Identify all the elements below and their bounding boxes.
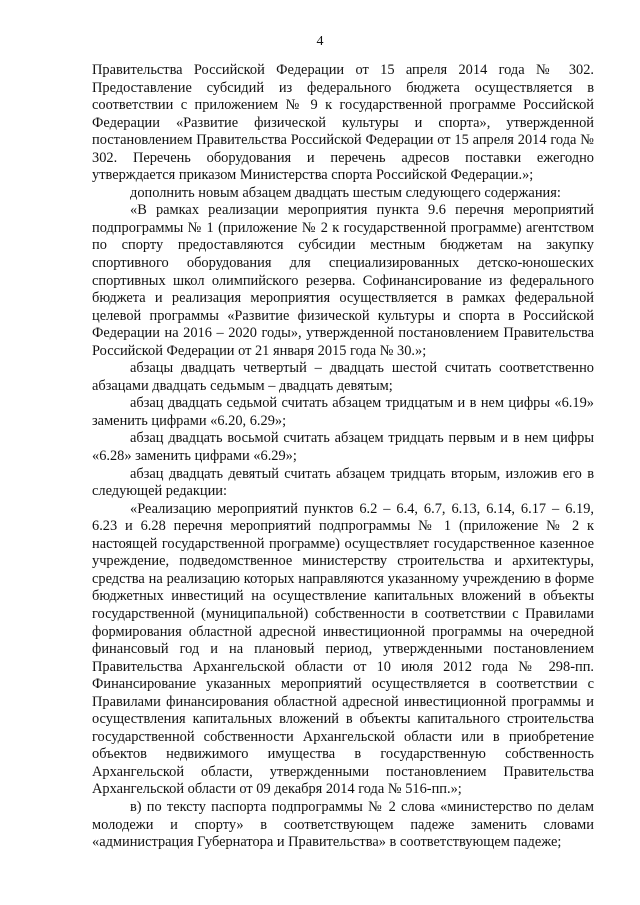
paragraph-quoted-new-text: «В рамках реализации мероприятия пункта 9.6 перечня мероприятий подпрограммы № 1 (приложение № 2 к государственной программе) агентством по спорту предоставляются субсидии местным бюджетам на закупку спортивного оборудования для специализированных детско-юношеских спортивных школ олимпийского резерва. Софинансирование из федерального бюджета и реализация мероприятия осуществляется в рамках федеральной целевой программы «Развитие физической культуры и спорта в Российской Федерации на 2016 – 2020 годы», утвержденной постановлением Правительства Российской Федерации от 21 января 2015 года № 30.»; xyxy=(92,202,594,359)
paragraph-renumbering: абзацы двадцать четвертый – двадцать шестой считать соответственно абзацами двадцать седьмым – двадцать девятым; xyxy=(92,360,594,394)
paragraph-replace-digits-1: абзац двадцать седьмой считать абзацем тридцатым и в нем цифры «6.19» заменить цифрами «6.20, 6.29»; xyxy=(92,395,594,429)
paragraph-new-wording-instruction: абзац двадцать девятый считать абзацем тридцать вторым, изложив его в следующей редакции: xyxy=(92,465,594,500)
page-number: 4 xyxy=(316,34,324,49)
paragraph-quoted-new-wording: «Реализацию мероприятий пунктов 6.2 – 6.4, 6.7, 6.13, 6.14, 6.17 – 6.19, 6.23 и 6.28 перечня мероприятий подпрограммы № 1 (приложение № 2 к настоящей государственной программе) осуществляет государственное казенное учреждение, подведомственное министерству строительства и архитектуры, средства на реализацию которых направляются указанному учреждению в форме бюджетных инвестиций на осуществление капитальных вложений в объекты государственной (муниципальной) собственности в соответствии с Правилами формирования областной адресной инвестиционной программы на очередной финансовый год и на плановый период, утвержденными постановлением Правительства Архангельской области от 10 июля 2012 года № 298-пп. Финансирование указанных мероприятий осуществляется в соответствии с Правилами финансирования областной адресной инвестиционной программы и осуществления капитальных вложений в объекты капитального строительства государственной собственности Архангельской области или в приобретение объектов недвижимого имущества в государственную собственность Архангельской области, утвержденными постановлением Правительства Архангельской области от 09 декабря 2014 года № 516-пп.»; xyxy=(92,500,594,798)
paragraph-continuation: Правительства Российской Федерации от 15 апреля 2014 года № 302. Предоставление субсидий из федерального бюджета осуществляется в соответствии с приложением № 9 к государственной программе Российской Федерации «Развитие физической культуры и спорта», утвержденной постановлением Правительства Российской Федерации от 15 апреля 2014 года № 302. Перечень оборудования и перечень адресов поставки ежегодно утверждается приказом Министерства спорта Российской Федерации.»; xyxy=(92,62,594,184)
paragraph-subsection-v: в) по тексту паспорта подпрограммы № 2 слова «министерство по делам молодежи и спорту» в соответствующем падеже заменить словами «администрация Губернатора и Правительства» в соответствующем падеже; xyxy=(92,798,594,851)
paragraph-amendment-instruction: дополнить новым абзацем двадцать шестым следующего содержания: xyxy=(130,184,561,201)
paragraph-replace-digits-2: абзац двадцать восьмой считать абзацем тридцать первым и в нем цифры «6.28» заменить цифрами «6.29»; xyxy=(92,430,594,465)
document-body xyxy=(92,62,594,852)
